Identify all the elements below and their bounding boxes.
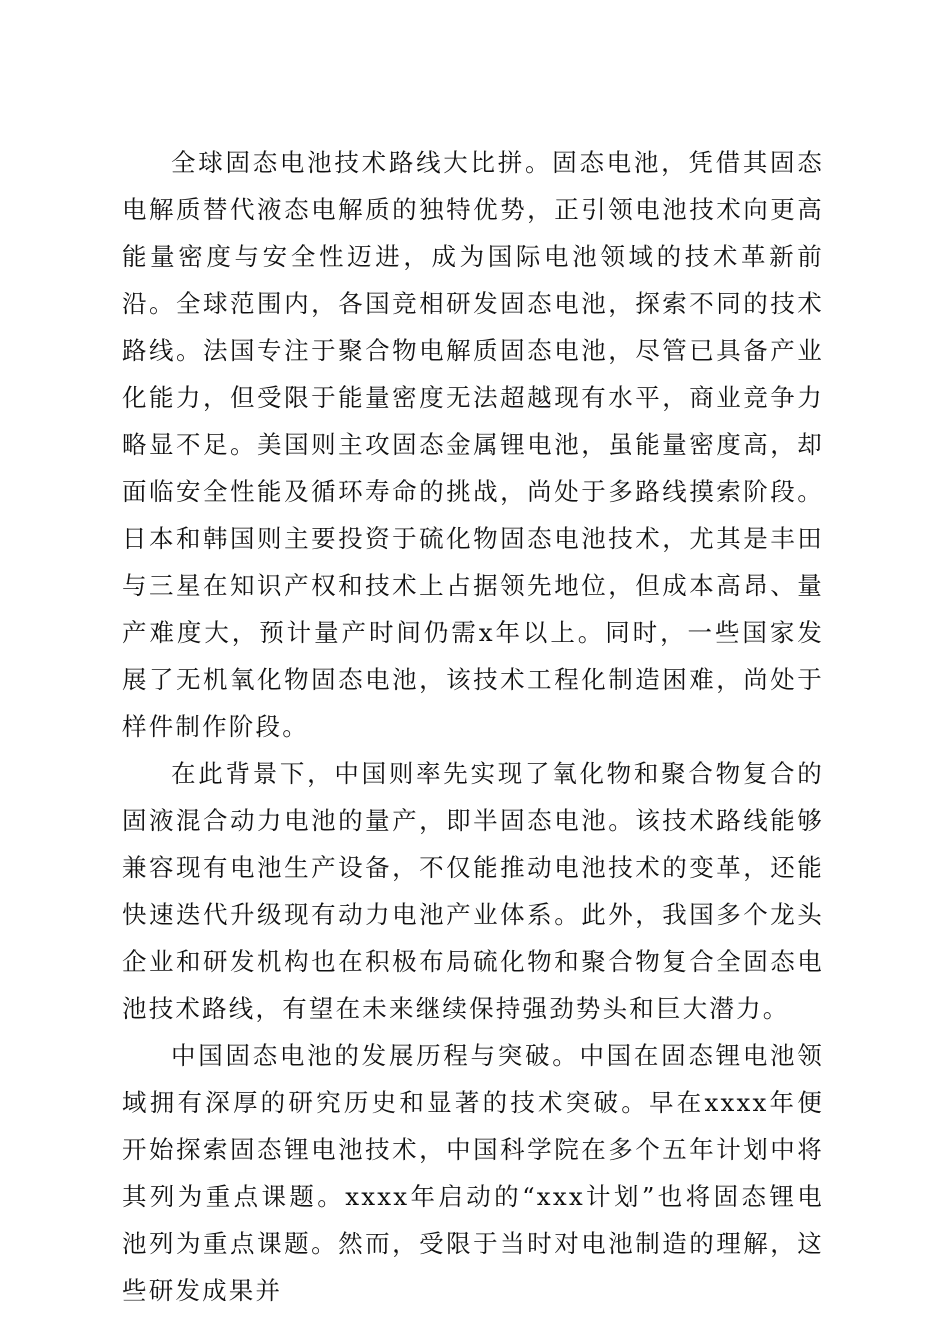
- paragraph-china-background: 在此背景下，中国则率先实现了氧化物和聚合物复合的固液混合动力电池的量产，即半固态电池。该技术路线能够兼容现有电池生产设备，不仅能推动电池技术的变革，还能快速迭代升级现有动力电池产业体系。此外，我国多个龙头企业和研发机构也在积极布局硫化物和聚合物复合全固态电池技术路线，有望在未来继续保持强劲势头和巨大潜力。: [122, 759, 824, 1023]
- paragraph-china-history: 中国固态电池的发展历程与突破。中国在固态锂电池领域拥有深厚的研究历史和显著的技术突破。早在xxxx年便开始探索固态锂电池技术，中国科学院在多个五年计划中将其列为重点课题。xxxx年启动的“xxx计划”也将固态锂电池列为重点课题。然而，受限于当时对电池制造的理解，这些研发成果并: [122, 1041, 824, 1305]
- body-text: [122, 139, 824, 1314]
- paragraph-global-routes: 全球固态电池技术路线大比拼。固态电池，凭借其固态电解质替代液态电解质的独特优势，正引领电池技术向更高能量密度与安全性迈进，成为国际电池领域的技术革新前沿。全球范围内，各国竞相研发固态电池，探索不同的技术路线。法国专注于聚合物电解质固态电池，尽管已具备产业化能力，但受限于能量密度无法超越现有水平，商业竞争力略显不足。美国则主攻固态金属锂电池，虽能量密度高，却面临安全性能及循环寿命的挑战，尚处于多路线摸索阶段。日本和韩国则主要投资于硫化物固态电池技术，尤其是丰田与三星在知识产权和技术上占据领先地位，但成本高昂、量产难度大，预计量产时间仍需x年以上。同时，一些国家发展了无机氧化物固态电池，该技术工程化制造困难，尚处于样件制作阶段。: [122, 148, 824, 741]
